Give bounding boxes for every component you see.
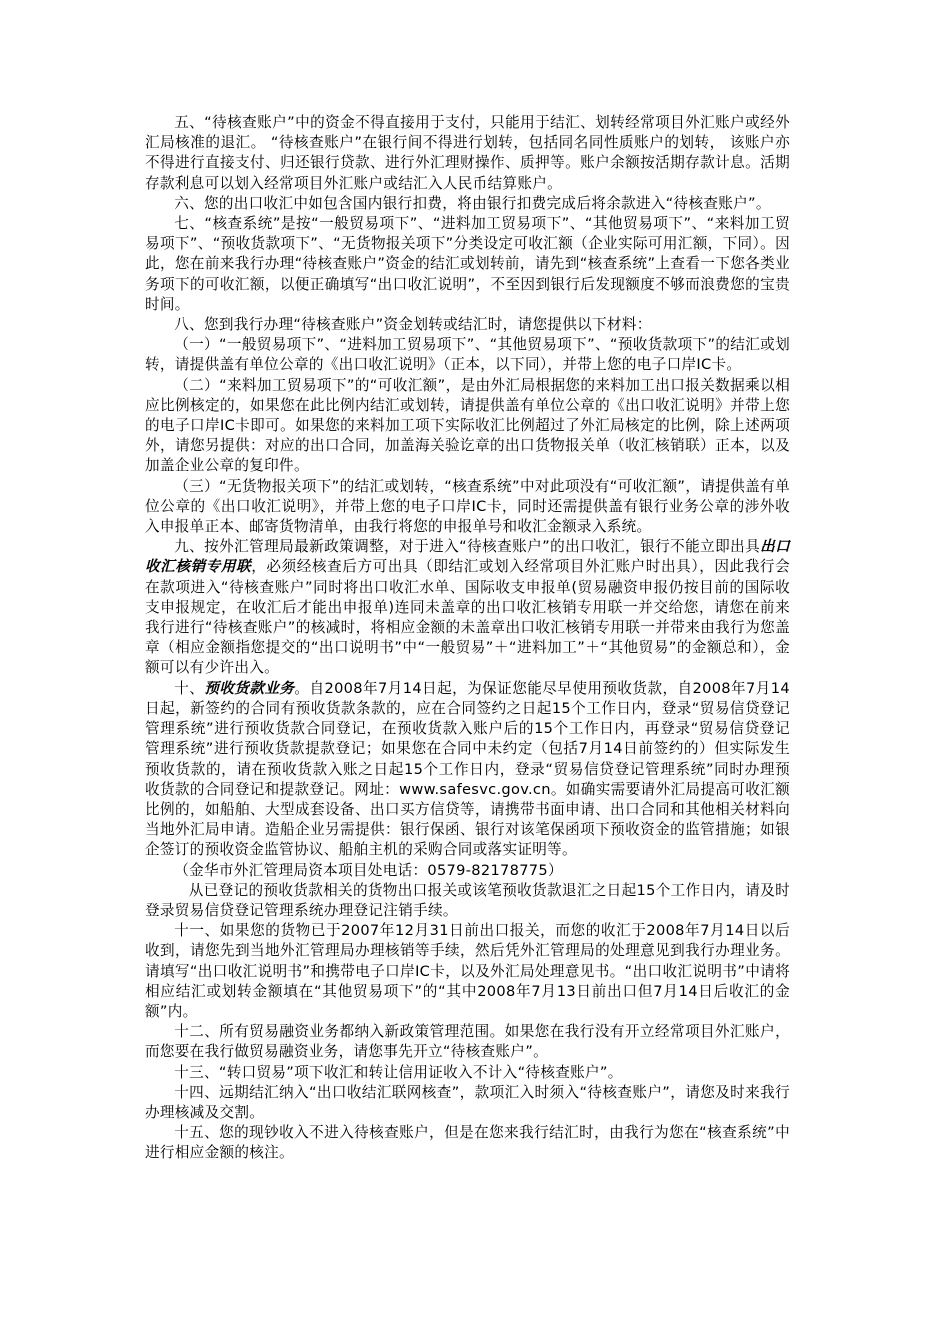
paragraph-5: 五、“待核查账户”中的资金不得直接用于支付，只能用于结汇、划转经常项目外汇账户或经外汇局核准的退汇。 “待核查账户”在银行间不得进行划转，包括同名同性质账户的划转， 该账户亦不得进行直接支付、归还银行贷款、进行外汇理财操作、质押等。账户余额按活期存款计息。活期存款利息可以划入经常项目外汇账户或结汇入人民币结算账户。 [145, 114, 790, 192]
paragraph-9 [145, 537, 790, 678]
paragraph-10-cancellation: 从已登记的预收货款相关的货物出口报关或该笔预收货款退汇之日起15个工作日内，请及时登录贸易信贷登记管理系统办理登记注销手续。 [145, 881, 790, 919]
paragraph-15: 十五、您的现钞收入不进入待核查账户，但是在您来我行结汇时，由我行为您在“核查系统”中进行相应金额的核注。 [145, 1124, 790, 1162]
paragraph-10-text-b: 。自2008年7月14日起，为保证您能尽早使用预收货款，自2008年7月14日起，新签约的合同有预收货款条款的，应在合同签约之日起15个工作日内，登录“贸易信贷登记管理系统”进行预收货款合同登记，在预收货款入账户后的15个工作日内，再登录“贸易信贷登记管理系统”进行预收货款提款登记；如果您在合同中未约定（包括7月14日前签约的）但实际发生预收货款的，请在预收货款入账之日起15个工作日内，登录“贸易信贷登记管理系统”同时办理预收货款的合同登记和提款登记。网址：www.safesvc.gov.cn。如确实需要请外汇局提高可收汇额比例的，如船舶、大型成套设备、出口买方信贷等，请携带书面申请、出口合同和其他相关材料向当地外汇局申请。造船企业另需提供：银行保函、银行对该笔保函项下预收资金的监管措施；如银企签订的预收资金监管协议、船舶主机的采购合同或落实证明等。 [145, 679, 790, 859]
phone-note: （金华市外汇管理局资本项目处电话：0579-82178775） [174, 861, 563, 879]
paragraph-6: 六、您的出口收汇中如包含国内银行扣费，将由银行扣费完成后将余款进入“待核查账户”。 [174, 194, 771, 212]
paragraph-9-text-a: 九、按外汇管理局最新政策调整，对于进入“待核查账户”的出口收汇，银行不能立即出具 [174, 538, 761, 556]
paragraph-11: 十一、如果您的货物已于2007年12月31日前出口报关，而您的收汇于2008年7月14日以后收到，请您先到当地外汇管理局办理核销等手续，然后凭外汇管理局的处理意见到我行办理业务。请填写“出口收汇说明书”和携带电子口岸IC卡，以及外汇局处理意见书。“出口收汇说明书”中请将相应结汇或划转金额填在“其他贸易项下”的“其中2008年7月13日前出口但7月14日后收汇的金额”内。 [145, 922, 790, 1020]
paragraph-14: 十四、远期结汇纳入“出口收结汇联网核查”，款项汇入时须入“待核查账户”，请您及时来我行办理核减及交割。 [145, 1083, 790, 1121]
paragraph-8-item-3: （三）“无货物报关项下”的结汇或划转，“核查系统”中对此项没有“可收汇额”，请提供盖有单位公章的《出口收汇说明》，并带上您的电子口岸IC卡，同时还需提供盖有银行业务公章的涉外收入申报单正本、邮寄货物清单，由我行将您的申报单号和收汇金额录入系统。 [145, 477, 790, 536]
paragraph-10-emphasis: 预收货款业务 [204, 679, 295, 697]
paragraph-10-text-a: 十、 [174, 679, 205, 697]
paragraph-7: 七、“核查系统”是按“一般贸易项下”、“进料加工贸易项下”、“其他贸易项下”、“来料加工贸易项下”、“预收货款项下”、“无货物报关项下”分类设定可收汇额（企业实际可用汇额，下同）。因此，您在前来我行办理“待核查账户”资金的结汇或划转前，请先到“核查系统”上查看一下您各类业务项下的可收汇额，以便正确填写“出口收汇说明”，不至因到银行后发现额度不够而浪费您的宝贵时间。 [145, 215, 790, 313]
paragraph-8-item-2: （二）“来料加工贸易项下”的“可收汇额”，是由外汇局根据您的来料加工出口报关数据乘以相应比例核定的，如果您在此比例内结汇或划转，请提供盖有单位公章的《出口收汇说明》并带上您的电子口岸IC卡即可。如果您的来料加工项下实际收汇比例超过了外汇局核定的比例，除上述两项外，请您另提供：对应的出口合同，加盖海关验讫章的出口货物报关单（收汇核销联）正本，以及加盖企业公章的复印件。 [145, 376, 790, 475]
paragraph-12: 十二、所有贸易融资业务都纳入新政策管理范围。如果您在我行没有开立经常项目外汇账户，而您要在我行做贸易融资业务，请您事先开立“待核查账户”。 [145, 1023, 790, 1061]
paragraph-13: 十三、“转口贸易”项下收汇和转让信用证收入不计入“待核查账户”。 [174, 1063, 623, 1081]
paragraph-10 [145, 679, 790, 861]
paragraph-9-text-b: ，必须经核查后方可出具（即结汇或划入经常项目外汇账户时出具），因此我行会在款项进入“待核查账户”同时将出口收汇水单、国际收支申报单(贸易融资申报仍按目前的国际收支申报规定，在收汇后才能出申报单)连同未盖章的出口收汇核销专用联一并交给您，请您在前来我行进行“待核查账户”的核减时，将相应金额的未盖章出口收汇核销专用联一并带来由我行为您盖章（相应金额指您提交的“出口说明书”中“一般贸易”＋“进料加工”＋“其他贸易”的金额总和），金额可以有少许出入。 [145, 558, 790, 677]
paragraph-8-item-1: （一）“一般贸易项下”、“进料加工贸易项下”、“其他贸易项下”、“预收货款项下”的结汇或划转，请提供盖有单位公章的《出口收汇说明》（正本，以下同），并带上您的电子口岸IC卡。 [145, 336, 790, 374]
paragraph-8: 八、您到我行办理“待核查账户”资金划转或结汇时，请您提供以下材料： [174, 316, 652, 334]
paragraph-9-emphasis: 出口收汇核销专用联 [145, 538, 791, 576]
